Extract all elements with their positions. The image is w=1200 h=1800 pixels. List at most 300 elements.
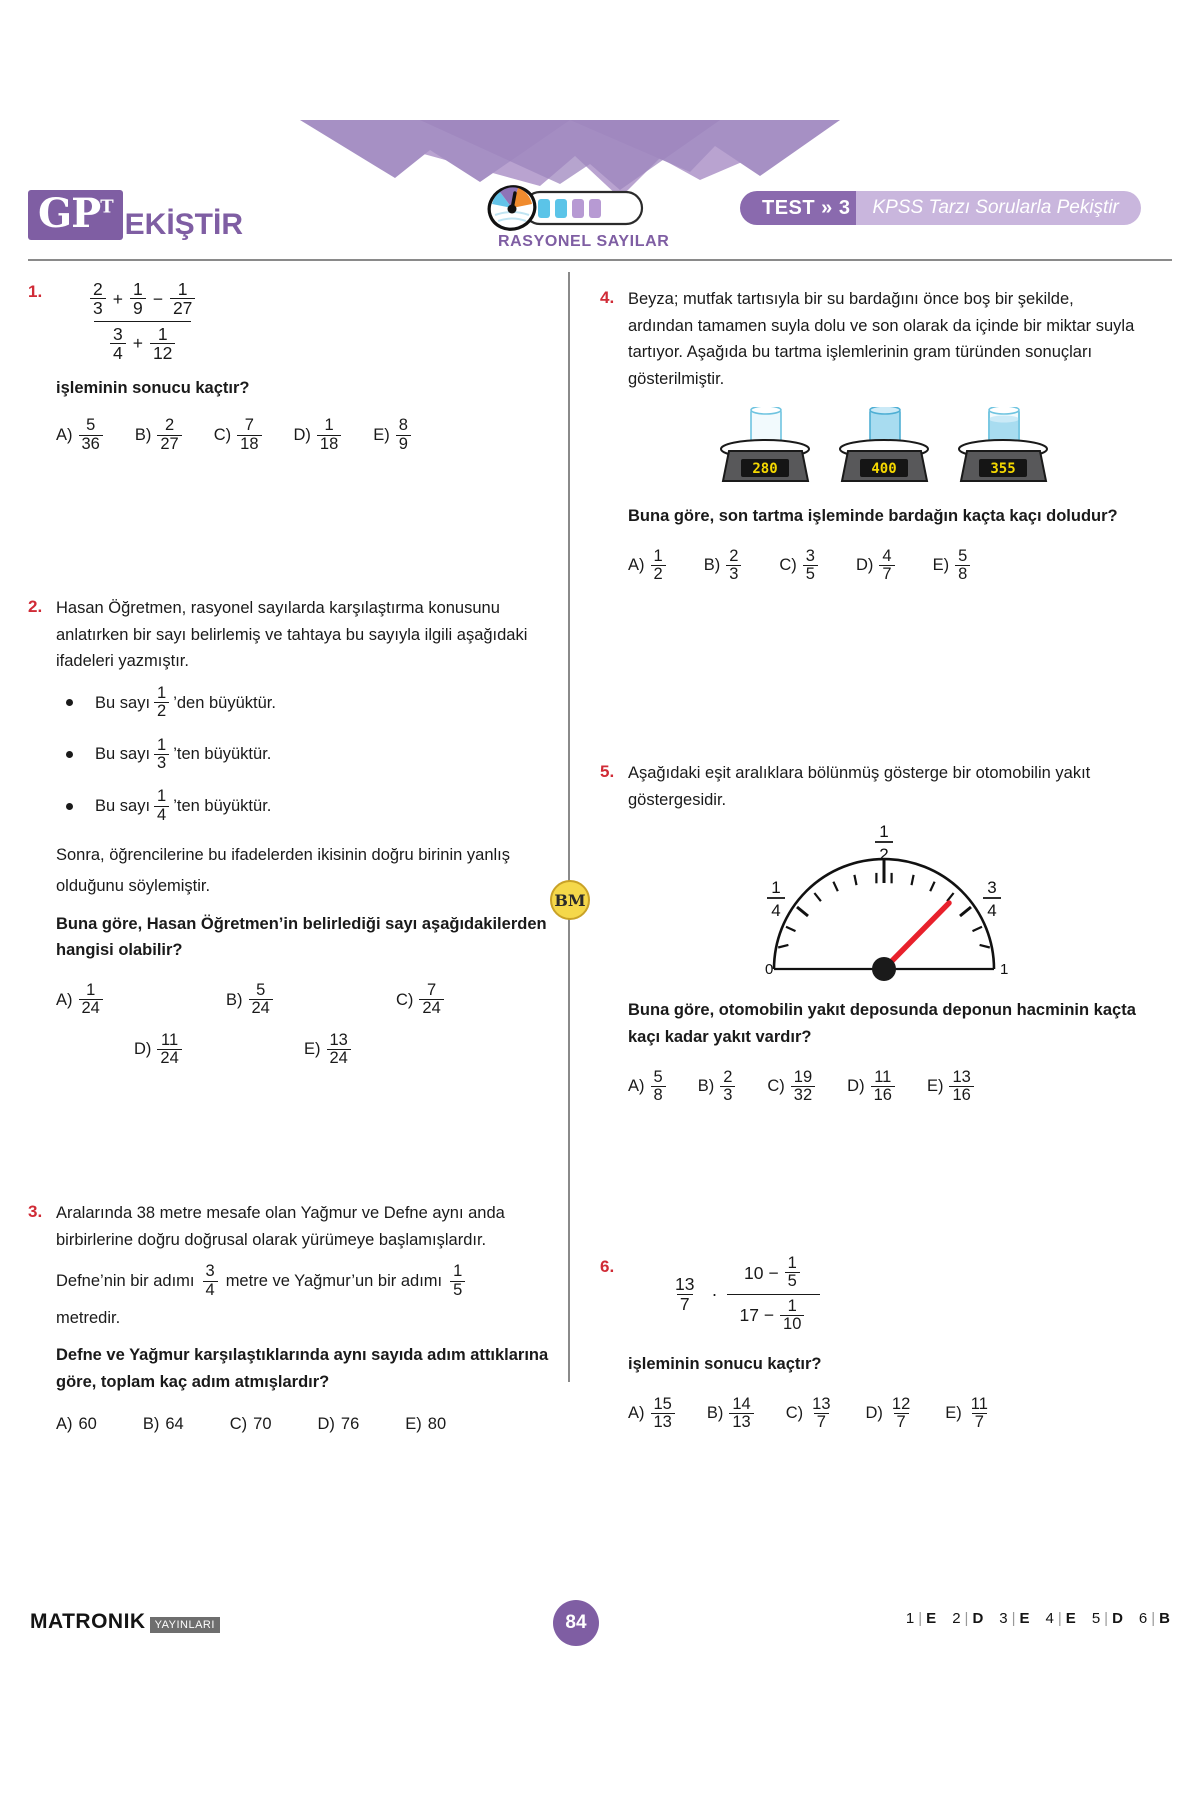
frac-den: 4: [154, 806, 169, 824]
nested-num-fraction: [785, 1255, 800, 1291]
frac-den: 7: [879, 565, 894, 583]
frac-num: 13: [812, 1394, 831, 1413]
frac-num: 1: [86, 981, 96, 1000]
option-label: E): [932, 556, 950, 575]
option-b[interactable]: [135, 417, 186, 453]
frac-num: 2: [93, 279, 103, 299]
nested-denominator: [727, 1294, 820, 1334]
option-label: A): [56, 425, 73, 444]
svg-text:4: 4: [771, 901, 781, 921]
option-value: 70: [253, 1415, 272, 1434]
option-fraction: [729, 1396, 753, 1432]
gauge-label-quarter: [767, 878, 785, 920]
option-label: E): [405, 1415, 422, 1434]
option-fraction: [949, 1069, 973, 1105]
option-fraction: [419, 982, 443, 1018]
frac-num: 5: [256, 981, 266, 1000]
frac-den: 16: [949, 1086, 973, 1104]
option-label: A): [628, 1404, 645, 1423]
scale-display-1: 280: [751, 460, 778, 477]
answer-key-item: [1046, 1610, 1076, 1627]
frac-num: 1: [132, 279, 143, 299]
frac-num: 3: [112, 323, 123, 344]
frac-den: 10: [780, 1315, 804, 1333]
option-fraction: [157, 417, 181, 453]
answer-letter: D: [972, 1610, 984, 1627]
option-fraction: [791, 1069, 815, 1105]
option-label: A): [628, 556, 645, 575]
defne-step-fraction: [203, 1263, 218, 1299]
gauge-label-half: [875, 822, 893, 864]
complex-fraction-numerator: [74, 280, 211, 321]
question-4-number: 4.: [600, 288, 615, 307]
option-d[interactable]: [847, 1069, 899, 1105]
option-label: D): [134, 1040, 152, 1059]
option-label: D): [293, 425, 311, 444]
bullet-fraction: [154, 788, 169, 824]
option-fraction: [889, 1396, 913, 1432]
question-1-prompt: işleminin sonucu kaçtır?: [56, 378, 250, 397]
option-d[interactable]: [856, 548, 899, 584]
nested-den-fraction: [780, 1298, 804, 1334]
frac-1-12: [150, 325, 175, 363]
frac-2-3: [90, 280, 106, 318]
nested-numerator: [732, 1255, 816, 1294]
frac-num: 8: [398, 416, 408, 435]
logo-badge: [28, 190, 123, 240]
operator-plus: +: [112, 288, 123, 309]
frac-den: 3: [90, 298, 106, 317]
frac-num: 1: [653, 546, 663, 565]
complex-fraction-denominator: [94, 321, 191, 363]
frac-num: 5: [653, 1067, 663, 1086]
yagmur-step-fraction: [450, 1263, 465, 1299]
frac-den: 4: [110, 343, 126, 362]
bullet-fraction: [154, 685, 169, 721]
frac-den: 24: [79, 999, 103, 1017]
option-fraction: [720, 1069, 735, 1105]
list-item: [56, 788, 568, 824]
answer-question-number: 5: [1091, 1610, 1101, 1627]
question-1-expression: [74, 280, 568, 363]
answer-key: [890, 1610, 1170, 1627]
option-b[interactable]: [226, 982, 396, 1018]
frac-den: 18: [237, 435, 261, 453]
question-4-text-1: Beyza; mutfak tartısıyla bir su bardağını önce boş bir şekilde, ardından tamamen suyla dolu ve son olarak da içinde bir miktar suyla tartıyor. Aşağıda bu tartma işlemlerinin gram türünden sonuçları gösterilmiştir.: [628, 290, 1135, 389]
svg-text:3: 3: [987, 878, 997, 898]
publisher-suffix: YAYINLARI: [150, 1617, 220, 1633]
question-5: [600, 760, 1140, 1105]
question-6-options: [628, 1396, 1140, 1432]
option-label: C): [767, 1077, 785, 1096]
scale-2-full-glass: [832, 407, 937, 485]
frac-num: 1: [787, 1296, 797, 1315]
option-fraction: [327, 1032, 351, 1068]
option-c[interactable]: [779, 548, 822, 584]
option-a[interactable]: [56, 1411, 97, 1438]
option-c[interactable]: [396, 982, 448, 1018]
svg-text:4: 4: [987, 901, 997, 921]
option-fraction: [79, 982, 103, 1018]
frac-den: 3: [720, 1086, 735, 1104]
frac-den: 27: [157, 435, 181, 453]
question-2: [28, 595, 568, 1067]
frac-num: 13: [952, 1067, 971, 1086]
answer-letter: D: [1112, 1610, 1123, 1627]
fuel-gauge-graphic: [734, 821, 1034, 991]
option-fraction: [955, 548, 970, 584]
frac-den: 2: [154, 702, 169, 720]
answer-separator: |: [1104, 1610, 1109, 1627]
question-3-body: [56, 1200, 568, 1438]
frac-num: 11: [874, 1067, 892, 1086]
publisher-name: MATRONIK: [30, 1610, 146, 1633]
frac-den: 32: [791, 1086, 815, 1104]
frac-num: 1: [324, 416, 334, 435]
answer-question-number: 2: [952, 1610, 961, 1627]
answer-key-item: [906, 1610, 936, 1627]
answer-question-number: 3: [999, 1610, 1008, 1627]
answer-letter: E: [1019, 1610, 1030, 1627]
option-a[interactable]: [56, 982, 226, 1018]
frac-num: 7: [244, 416, 254, 435]
bullet-before: Bu sayı: [95, 745, 151, 764]
question-3-prompt: Defne ve Yağmur karşılaştıklarında aynı sayıda adım attıklarına göre, toplam kaç adım atmışlardır?: [56, 1345, 549, 1391]
frac-num: 11: [161, 1030, 179, 1049]
question-2-number: 2.: [28, 597, 43, 616]
svg-text:2: 2: [879, 845, 889, 865]
answer-separator: |: [1011, 1610, 1016, 1627]
question-5-text-1: Aşağıdaki eşit aralıklara bölünmüş gösterge bir otomobilin yakıt göstergesidir.: [628, 764, 1091, 809]
answer-key-item: [999, 1610, 1029, 1627]
gauge-needle: [884, 903, 949, 969]
question-5-body: [628, 760, 1140, 1105]
frac-den: 24: [249, 999, 273, 1017]
frac-den: 13: [729, 1413, 753, 1431]
option-e[interactable]: [304, 1032, 355, 1068]
page-header: [0, 185, 1200, 260]
option-value: 60: [78, 1415, 97, 1434]
option-fraction: [317, 417, 341, 453]
question-2-body: [56, 595, 568, 1067]
option-fraction: [871, 1069, 895, 1105]
publisher-mark: [30, 1610, 220, 1634]
frac-num: 12: [891, 1394, 911, 1413]
option-label: B): [697, 1077, 715, 1096]
answer-key-item: [1092, 1610, 1123, 1627]
question-2-text-1: Hasan Öğretmen, rasyonel sayılarda karşılaştırma konusunu anlatırken bir sayı belirlemiş ve tahtaya bu sayıyla ilgili aşağıdaki ifadeleri yazmıştır.: [56, 599, 528, 671]
publisher-logo: [28, 190, 243, 240]
option-fraction: [79, 417, 103, 453]
option-label: B): [142, 1415, 160, 1434]
question-1-options: [56, 417, 568, 453]
option-fraction: [651, 1069, 666, 1105]
bullet-dot-icon: [66, 751, 73, 758]
frac-den: 12: [150, 343, 175, 362]
frac-den: 9: [396, 435, 411, 453]
scale-display-3: 355: [989, 460, 1016, 477]
answer-question-number: 6: [1138, 1610, 1148, 1627]
question-6-body: [628, 1255, 1140, 1432]
option-value: 76: [340, 1415, 360, 1434]
frac-den: 3: [726, 565, 741, 583]
option-fraction: [803, 548, 818, 584]
option-d[interactable]: [866, 1396, 918, 1432]
option-label: E): [926, 1077, 944, 1096]
option-label: C): [229, 1415, 248, 1434]
operator-plus: +: [132, 333, 143, 354]
option-b[interactable]: [704, 548, 746, 584]
question-5-prompt: Buna göre, otomobilin yakıt deposunda deponun hacminin kaçta kaçı kadar yakıt vardır?: [628, 1001, 1136, 1047]
list-item: [56, 737, 568, 773]
page-number: [553, 1600, 599, 1646]
option-fraction: [651, 548, 666, 584]
frac-num: 19: [793, 1067, 813, 1086]
page-number-text: 84: [565, 1612, 587, 1633]
question-1: [28, 280, 568, 453]
frac-num: 1: [787, 1254, 797, 1272]
option-label: B): [706, 1404, 724, 1423]
question-3-step-line: [56, 1263, 568, 1299]
option-fraction: [879, 548, 894, 584]
option-fraction: [726, 548, 741, 584]
frac-num: 2: [729, 546, 739, 565]
frac-num: 2: [164, 416, 175, 435]
question-6-number: 6.: [600, 1257, 615, 1276]
option-c[interactable]: [767, 1069, 819, 1105]
option-e[interactable]: [373, 417, 415, 453]
scale-3-partial-glass: [951, 407, 1056, 485]
option-a[interactable]: [56, 417, 107, 453]
question-3: [28, 1200, 568, 1438]
bullet-fraction: [154, 737, 169, 773]
frac-num: 5: [958, 546, 968, 565]
frac-den: 7: [894, 1413, 909, 1431]
option-fraction: [157, 1032, 181, 1068]
option-label: D): [855, 556, 874, 575]
page-footer: [0, 1600, 1200, 1660]
bullet-dot-icon: [66, 803, 73, 810]
option-label: B): [226, 990, 243, 1009]
option-label: D): [847, 1077, 865, 1096]
logo-wordmark: EKİŞTİR: [124, 208, 244, 241]
frac-num: 1: [177, 279, 188, 299]
list-item: [56, 685, 568, 721]
answer-letter: E: [1065, 1610, 1076, 1627]
frac-num: 5: [86, 416, 96, 435]
frac-den: 7: [677, 1294, 693, 1313]
frac-den: 8: [651, 1086, 666, 1104]
column-divider: [568, 272, 570, 1382]
option-a[interactable]: [628, 1069, 670, 1105]
option-c[interactable]: [786, 1396, 838, 1432]
frac-den: 2: [651, 565, 666, 583]
option-e[interactable]: [927, 1069, 978, 1105]
option-c[interactable]: [230, 1411, 272, 1438]
option-label: C): [779, 556, 797, 575]
bm-badge-text: BM: [554, 890, 586, 910]
frac-1-27: [170, 280, 195, 318]
frac-num: 1: [157, 323, 168, 344]
frac-den: 36: [79, 435, 103, 453]
option-value: 64: [165, 1415, 184, 1434]
bullet-before: Bu sayı: [95, 796, 151, 815]
bullet-dot-icon: [66, 699, 73, 706]
option-b[interactable]: [698, 1069, 740, 1105]
answer-letter: B: [1159, 1610, 1170, 1627]
question-2-options-row-1: [56, 982, 568, 1018]
frac-num: 11: [970, 1394, 988, 1413]
step-text-before: Defne’nin bir adımı: [56, 1271, 195, 1290]
question-4-prompt: Buna göre, son tartma işleminde bardağın kaçta kaçı doludur?: [628, 506, 1118, 525]
option-label: A): [628, 1077, 645, 1096]
option-label: D): [865, 1404, 883, 1423]
option-label: B): [134, 425, 152, 444]
option-a[interactable]: [628, 1396, 679, 1432]
svg-text:1: 1: [771, 878, 781, 898]
answer-key-item: [1139, 1610, 1170, 1627]
question-6: [600, 1255, 1140, 1432]
scale-display-2: 400: [870, 460, 897, 477]
question-5-number: 5.: [600, 762, 615, 781]
frac-den: 7: [972, 1413, 987, 1431]
operator-minus: −: [152, 288, 163, 309]
subject-title: RASYONEL SAYILAR: [498, 233, 670, 250]
frac-num: 1: [157, 735, 167, 754]
option-e[interactable]: [405, 1411, 446, 1438]
gauge-bar-graphic: [478, 185, 648, 231]
option-fraction: [237, 417, 261, 453]
option-label: E): [304, 1040, 321, 1059]
option-d[interactable]: [318, 1411, 360, 1438]
gauge-label-one: 1: [1000, 961, 1009, 979]
question-4-body: [628, 286, 1140, 583]
question-4-options: [628, 548, 1140, 584]
option-d[interactable]: [134, 1032, 304, 1068]
frac-den: 24: [419, 999, 443, 1017]
question-1-number: 1.: [28, 282, 43, 301]
frac-num: 13: [329, 1030, 348, 1049]
frac-num: 3: [205, 1262, 215, 1281]
bullet-after: ’ten büyüktür.: [173, 745, 272, 764]
frac-den: 5: [785, 1272, 800, 1290]
option-label: D): [317, 1415, 335, 1434]
answer-key-item: [952, 1610, 983, 1627]
progress-gauge-icon: [478, 185, 648, 231]
gauge-label-zero: 0: [765, 961, 774, 979]
step-text-after: metredir.: [56, 1309, 121, 1328]
option-label: A): [56, 1415, 73, 1434]
option-e[interactable]: [933, 548, 975, 584]
question-1-body: [56, 280, 568, 453]
frac-den: 4: [203, 1281, 218, 1299]
svg-text:1: 1: [879, 822, 889, 842]
option-label: B): [703, 556, 721, 575]
frac-13-7: [672, 1275, 697, 1313]
question-2-text-2: Sonra, öğrencilerine bu ifadelerden ikisinin doğru birinin yanlış olduğunu söylemiştir.: [56, 846, 511, 896]
frac-den: 8: [955, 565, 970, 583]
gauge-label-three-quarter: [983, 878, 1001, 920]
kitchen-scales-illustration: [628, 407, 1140, 485]
option-fraction: [396, 417, 411, 453]
fuel-gauge-illustration: [628, 821, 1140, 991]
option-b[interactable]: [143, 1411, 184, 1438]
option-fraction: [651, 1396, 675, 1432]
frac-3-4: [110, 325, 126, 363]
question-4: [600, 286, 1140, 583]
question-2-options-row-2: [56, 1032, 568, 1068]
answer-question-number: 1: [905, 1610, 915, 1627]
frac-den: 27: [170, 298, 195, 317]
frac-num: 14: [732, 1394, 751, 1413]
answer-separator: |: [964, 1610, 969, 1627]
option-a[interactable]: [628, 548, 670, 584]
frac-num: 7: [427, 981, 437, 1000]
frac-den: 5: [803, 565, 818, 583]
frac-1-9: [130, 280, 146, 318]
option-value: 80: [427, 1415, 447, 1434]
frac-num: 1: [157, 787, 167, 806]
step-text-mid: metre ve Yağmur’un bir adımı: [225, 1271, 443, 1290]
nested-complex-fraction: [727, 1255, 820, 1333]
frac-num: 4: [882, 546, 892, 565]
frac-den: 5: [450, 1281, 465, 1299]
frac-num: 1: [453, 1262, 463, 1281]
option-e[interactable]: [945, 1396, 995, 1432]
question-2-bullet-list: [56, 685, 568, 824]
frac-num: 15: [653, 1394, 672, 1413]
frac-num: 3: [805, 546, 815, 565]
question-6-prompt: işleminin sonucu kaçtır?: [628, 1355, 822, 1374]
option-label: C): [213, 425, 232, 444]
option-fraction: [249, 982, 273, 1018]
answer-separator: |: [1057, 1610, 1062, 1627]
test-banner: [740, 191, 1141, 225]
option-b[interactable]: [707, 1396, 758, 1432]
test-tagline: KPSS Tarzı Sorularla Pekiştir: [856, 191, 1140, 225]
option-d[interactable]: [294, 417, 346, 453]
option-fraction: [809, 1396, 833, 1432]
option-label: C): [785, 1404, 804, 1423]
option-c[interactable]: [214, 417, 266, 453]
frac-num: 1: [157, 684, 167, 703]
frac-den: 9: [130, 298, 146, 317]
question-3-number: 3.: [28, 1202, 43, 1221]
frac-den: 7: [814, 1413, 829, 1431]
bullet-after: ’den büyüktür.: [173, 693, 276, 712]
frac-den: 3: [154, 754, 169, 772]
gauge-hub: [872, 957, 896, 981]
question-3-options: [56, 1411, 568, 1438]
nested-num-whole: 10 −: [744, 1262, 779, 1283]
question-6-expression: [628, 1255, 1140, 1333]
bullet-before: Bu sayı: [95, 693, 151, 712]
frac-den: 24: [327, 1049, 351, 1067]
complex-fraction: [74, 280, 211, 363]
frac-num: 13: [675, 1274, 695, 1295]
option-label: C): [396, 990, 414, 1009]
answer-question-number: 4: [1045, 1610, 1054, 1627]
question-3-text-1: Aralarında 38 metre mesafe olan Yağmur ve Defne aynı anda birbirlerine doğru doğrusal olarak yürümeye başlamışlardır.: [56, 1204, 505, 1249]
question-5-options: [628, 1069, 1140, 1105]
bullet-after: ’ten büyüktür.: [173, 796, 272, 815]
frac-den: 13: [651, 1413, 675, 1431]
scale-1-empty-glass: [713, 407, 818, 485]
nested-den-whole: 17 −: [739, 1305, 775, 1326]
answer-letter: E: [926, 1610, 937, 1627]
option-label: E): [945, 1404, 962, 1423]
answer-separator: |: [1151, 1610, 1156, 1627]
